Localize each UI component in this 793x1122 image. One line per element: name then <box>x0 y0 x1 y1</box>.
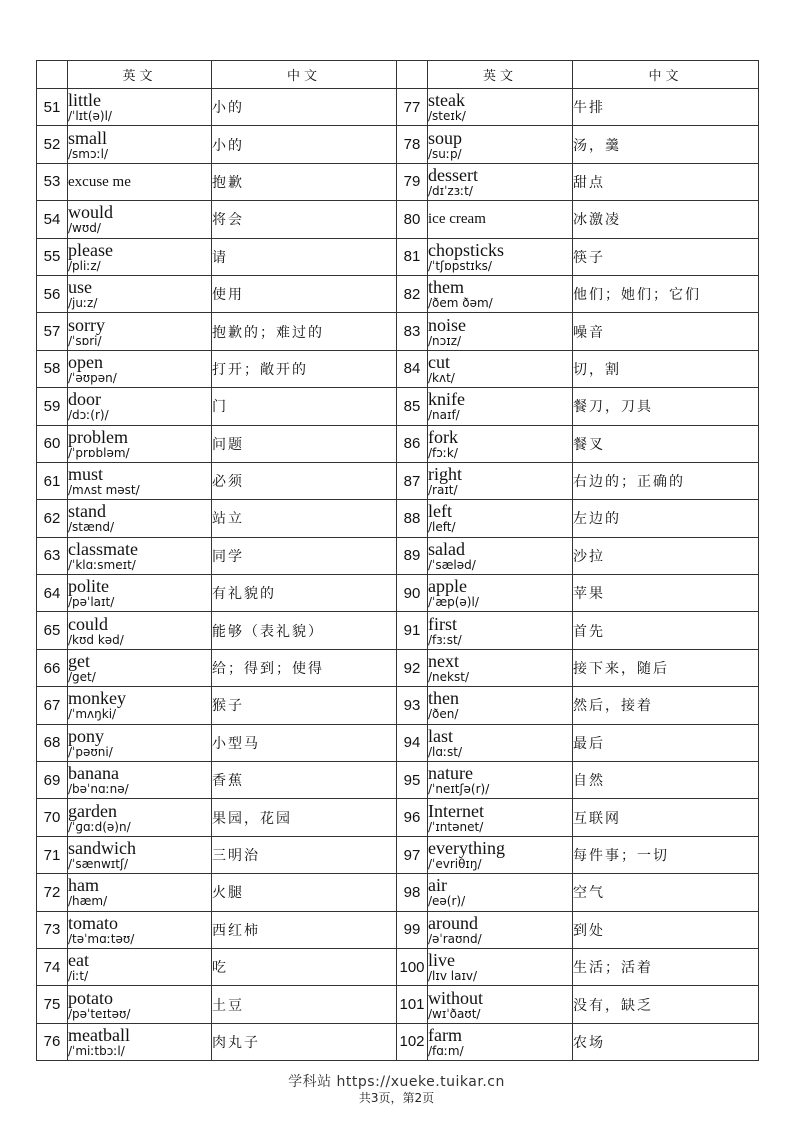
table-row <box>37 275 759 312</box>
table-row <box>37 313 759 350</box>
english-word: would <box>68 202 113 223</box>
entry-chinese: 每件事；一切 <box>573 836 759 873</box>
entry-english <box>68 388 212 425</box>
entry-number: 69 <box>37 762 68 799</box>
phonetic: /eə(r)/ <box>428 894 466 909</box>
entry-english <box>68 649 212 686</box>
english-word: first <box>428 613 457 634</box>
entry-number: 94 <box>397 724 428 761</box>
entry-english <box>68 275 212 312</box>
entry-chinese: 抱歉 <box>212 163 397 200</box>
entry-chinese: 接下来，随后 <box>573 649 759 686</box>
phonetic: /ˈmiːtbɔːl/ <box>68 1043 125 1058</box>
entry-chinese: 切，割 <box>573 350 759 387</box>
phonetic: /ˈsɒri/ <box>68 333 102 348</box>
phonetic: /wʊd/ <box>68 221 101 236</box>
english-word: little <box>68 90 101 111</box>
entry-number: 93 <box>397 687 428 724</box>
entry-english <box>68 687 212 724</box>
english-word: meatball <box>68 1024 130 1045</box>
phonetic: /fɜːst/ <box>428 632 462 647</box>
entry-number: 88 <box>397 500 428 537</box>
english-word: dessert <box>428 164 478 185</box>
entry-number: 54 <box>37 201 68 238</box>
table-row <box>37 724 759 761</box>
entry-number: 67 <box>37 687 68 724</box>
phonetic: /stænd/ <box>68 520 115 535</box>
english-word: potato <box>68 987 113 1008</box>
phonetic: /juːz/ <box>68 296 98 311</box>
entry-english <box>428 986 573 1023</box>
english-word: polite <box>68 576 109 597</box>
entry-chinese: 问题 <box>212 425 397 462</box>
entry-english <box>428 89 573 126</box>
entry-chinese: 沙拉 <box>573 537 759 574</box>
entry-number: 90 <box>397 575 428 612</box>
phonetic: /ˈevriθɪŋ/ <box>428 857 482 871</box>
entry-number: 51 <box>37 89 68 126</box>
entry-chinese: 最后 <box>573 724 759 761</box>
header-number <box>37 61 68 89</box>
header-chinese: 中文 <box>573 61 759 89</box>
english-word: next <box>428 651 459 672</box>
phonetic: /pliːz/ <box>68 258 101 273</box>
phonetic: /iːt/ <box>68 969 89 984</box>
entry-chinese: 生活；活着 <box>573 948 759 985</box>
table-row <box>37 425 759 462</box>
entry-number: 64 <box>37 575 68 612</box>
entry-english <box>68 911 212 948</box>
entry-english <box>428 425 573 462</box>
entry-chinese: 火腿 <box>212 874 397 911</box>
phonetic: /nɔɪz/ <box>428 333 462 348</box>
entry-number: 84 <box>397 350 428 387</box>
english-word: them <box>428 277 464 298</box>
entry-chinese: 冰激凌 <box>573 201 759 238</box>
entry-number: 89 <box>397 537 428 574</box>
phonetic: /ˈmʌŋki/ <box>68 707 117 722</box>
entry-chinese: 空气 <box>573 874 759 911</box>
vocabulary-table <box>36 60 759 1061</box>
english-word: banana <box>68 763 119 784</box>
english-word: tomato <box>68 912 118 933</box>
phonetic: /ˈlɪt(ə)l/ <box>68 109 112 124</box>
entry-number: 71 <box>37 836 68 873</box>
english-word: open <box>68 351 103 372</box>
english-word: ice cream <box>428 211 486 228</box>
english-word: apple <box>428 576 467 597</box>
entry-number: 95 <box>397 762 428 799</box>
entry-number: 77 <box>397 89 428 126</box>
table-row <box>37 537 759 574</box>
english-word: salad <box>428 538 465 559</box>
entry-english <box>428 1023 573 1060</box>
entry-chinese: 首先 <box>573 612 759 649</box>
entry-number: 83 <box>397 313 428 350</box>
table-row <box>37 911 759 948</box>
table-row <box>37 350 759 387</box>
entry-number: 96 <box>397 799 428 836</box>
entry-english <box>428 612 573 649</box>
entry-chinese: 果园，花园 <box>212 799 397 836</box>
table-row <box>37 986 759 1023</box>
entry-chinese: 筷子 <box>573 238 759 275</box>
entry-english <box>428 836 573 873</box>
entry-chinese: 能够（表礼貌） <box>212 612 397 649</box>
phonetic: /ˈtʃɒpstɪks/ <box>428 258 492 273</box>
entry-english <box>428 724 573 761</box>
entry-english <box>68 836 212 873</box>
phonetic: /fɑːm/ <box>428 1043 464 1058</box>
entry-number: 75 <box>37 986 68 1023</box>
english-word: ham <box>68 875 99 896</box>
entry-chinese: 门 <box>212 388 397 425</box>
entry-number: 74 <box>37 948 68 985</box>
entry-english <box>428 462 573 499</box>
entry-chinese: 西红柿 <box>212 911 397 948</box>
english-word: farm <box>428 1024 462 1045</box>
english-word: sorry <box>68 314 105 335</box>
entry-chinese: 请 <box>212 238 397 275</box>
table-row <box>37 500 759 537</box>
phonetic: /lɪv laɪv/ <box>428 969 478 984</box>
table-row <box>37 687 759 724</box>
entry-english <box>68 612 212 649</box>
phonetic: /wɪˈðaʊt/ <box>428 1006 481 1021</box>
phonetic: /ˈæp(ə)l/ <box>428 595 479 610</box>
phonetic: /ˈprɒbləm/ <box>68 445 130 460</box>
entry-chinese: 肉丸子 <box>212 1023 397 1060</box>
header-english: 英文 <box>428 61 573 89</box>
entry-chinese: 小的 <box>212 89 397 126</box>
phonetic: /steɪk/ <box>428 109 466 124</box>
entry-number: 80 <box>397 201 428 238</box>
entry-chinese: 噪音 <box>573 313 759 350</box>
entry-chinese: 将会 <box>212 201 397 238</box>
entry-chinese: 苹果 <box>573 575 759 612</box>
entry-number: 53 <box>37 163 68 200</box>
entry-number: 99 <box>397 911 428 948</box>
phonetic: /ˈsæləd/ <box>428 557 476 572</box>
entry-chinese: 自然 <box>573 762 759 799</box>
entry-chinese: 左边的 <box>573 500 759 537</box>
english-word: excuse me <box>68 173 131 190</box>
english-word: noise <box>428 314 466 335</box>
entry-chinese: 甜点 <box>573 163 759 200</box>
entry-number: 76 <box>37 1023 68 1060</box>
entry-chinese: 然后，接着 <box>573 687 759 724</box>
phonetic: /suːp/ <box>428 146 462 161</box>
english-word: chopsticks <box>428 239 504 260</box>
phonetic: /ˈɡɑːd(ə)n/ <box>68 819 131 834</box>
english-word: problem <box>68 426 128 447</box>
entry-english <box>428 163 573 200</box>
phonetic: /ðem ðəm/ <box>428 296 493 311</box>
entry-number: 100 <box>397 948 428 985</box>
english-word: garden <box>68 800 117 821</box>
english-word: nature <box>428 763 473 784</box>
english-word: around <box>428 912 478 933</box>
entry-chinese: 餐刀，刀具 <box>573 388 759 425</box>
entry-english <box>428 500 573 537</box>
english-word: stand <box>68 501 106 522</box>
table-row <box>37 612 759 649</box>
english-word: monkey <box>68 688 126 709</box>
header-english: 英文 <box>68 61 212 89</box>
entry-number: 85 <box>397 388 428 425</box>
english-word: knife <box>428 389 465 410</box>
entry-chinese: 三明治 <box>212 836 397 873</box>
phonetic: /əˈraʊnd/ <box>428 931 482 946</box>
phonetic: /fɔːk/ <box>428 445 458 460</box>
table-row <box>37 874 759 911</box>
phonetic: /hæm/ <box>68 894 108 909</box>
entry-english <box>428 201 573 238</box>
entry-number: 65 <box>37 612 68 649</box>
entry-number: 82 <box>397 275 428 312</box>
entry-chinese: 站立 <box>212 500 397 537</box>
entry-english <box>68 986 212 1023</box>
entry-english <box>68 238 212 275</box>
english-word: must <box>68 464 104 485</box>
entry-chinese: 没有，缺乏 <box>573 986 759 1023</box>
entry-chinese: 猴子 <box>212 687 397 724</box>
entry-chinese: 农场 <box>573 1023 759 1060</box>
entry-english <box>428 762 573 799</box>
phonetic: /pəˈteɪtəʊ/ <box>68 1006 131 1021</box>
phonetic: /bəˈnɑːnə/ <box>68 782 129 797</box>
phonetic: /ðen/ <box>428 707 459 722</box>
entry-chinese: 他们；她们；它们 <box>573 275 759 312</box>
entry-number: 56 <box>37 275 68 312</box>
english-word: door <box>68 389 101 410</box>
phonetic: /kʌt/ <box>428 370 455 385</box>
entry-number: 98 <box>397 874 428 911</box>
entry-number: 59 <box>37 388 68 425</box>
phonetic: /left/ <box>428 520 456 535</box>
entry-number: 78 <box>397 126 428 163</box>
entry-chinese: 有礼貌的 <box>212 575 397 612</box>
phonetic: /ˈəʊpən/ <box>68 370 117 385</box>
phonetic: /pəˈlaɪt/ <box>68 595 115 610</box>
phonetic: /get/ <box>68 670 96 685</box>
entry-number: 91 <box>397 612 428 649</box>
english-word: use <box>68 277 92 298</box>
phonetic: /ˈneɪtʃə(r)/ <box>428 782 490 797</box>
english-word: Internet <box>428 800 484 821</box>
entry-number: 72 <box>37 874 68 911</box>
english-word: sandwich <box>68 838 136 858</box>
entry-number: 102 <box>397 1023 428 1060</box>
phonetic: /təˈmɑːtəʊ/ <box>68 931 135 946</box>
entry-english <box>428 575 573 612</box>
phonetic: /lɑːst/ <box>428 744 463 759</box>
table-row <box>37 649 759 686</box>
english-word: small <box>68 127 107 148</box>
phonetic: /ˈklɑːsmeɪt/ <box>68 557 136 572</box>
english-word: fork <box>428 426 458 447</box>
entry-chinese: 小型马 <box>212 724 397 761</box>
phonetic: /naɪf/ <box>428 408 460 423</box>
english-word: cut <box>428 351 450 372</box>
table-row <box>37 388 759 425</box>
entry-number: 57 <box>37 313 68 350</box>
entry-english <box>68 762 212 799</box>
entry-chinese: 打开；敞开的 <box>212 350 397 387</box>
entry-number: 61 <box>37 462 68 499</box>
entry-number: 63 <box>37 537 68 574</box>
english-word: everything <box>428 838 505 858</box>
english-word: without <box>428 987 484 1008</box>
entry-english <box>68 724 212 761</box>
entry-english <box>68 500 212 537</box>
english-word: then <box>428 688 459 709</box>
english-word: get <box>68 651 90 672</box>
english-word: classmate <box>68 538 138 559</box>
entry-number: 79 <box>397 163 428 200</box>
phonetic: /mʌst məst/ <box>68 483 140 498</box>
entry-number: 92 <box>397 649 428 686</box>
phonetic: /ˈɪntənet/ <box>428 819 484 834</box>
entry-number: 81 <box>397 238 428 275</box>
table-row <box>37 948 759 985</box>
entry-number: 87 <box>397 462 428 499</box>
table-row <box>37 799 759 836</box>
entry-english <box>68 201 212 238</box>
table-row <box>37 836 759 873</box>
entry-english <box>68 799 212 836</box>
entry-number: 101 <box>397 986 428 1023</box>
phonetic: /raɪt/ <box>428 483 458 498</box>
table-body <box>37 89 759 1061</box>
entry-english <box>428 313 573 350</box>
entry-number: 62 <box>37 500 68 537</box>
english-word: air <box>428 875 447 896</box>
phonetic: /smɔːl/ <box>68 146 108 161</box>
table-row <box>37 163 759 200</box>
entry-english <box>68 874 212 911</box>
entry-english <box>68 425 212 462</box>
english-word: right <box>428 464 462 485</box>
entry-number: 97 <box>397 836 428 873</box>
entry-number: 66 <box>37 649 68 686</box>
table-row <box>37 462 759 499</box>
table-header-row <box>37 61 759 89</box>
entry-english <box>68 948 212 985</box>
entry-number: 60 <box>37 425 68 462</box>
entry-chinese: 香蕉 <box>212 762 397 799</box>
entry-chinese: 小的 <box>212 126 397 163</box>
footer-site: 学科站 https://xueke.tuikar.cn <box>288 1074 505 1090</box>
entry-english <box>428 537 573 574</box>
entry-english <box>68 462 212 499</box>
entry-number: 52 <box>37 126 68 163</box>
entry-english <box>68 313 212 350</box>
table-row <box>37 89 759 126</box>
entry-english <box>68 126 212 163</box>
entry-number: 58 <box>37 350 68 387</box>
entry-english <box>428 388 573 425</box>
phonetic: /nekst/ <box>428 670 469 685</box>
entry-english <box>428 687 573 724</box>
entry-english <box>68 1023 212 1060</box>
entry-english <box>428 874 573 911</box>
english-word: eat <box>68 950 89 971</box>
entry-number: 86 <box>397 425 428 462</box>
entry-english <box>428 350 573 387</box>
english-word: left <box>428 501 452 522</box>
entry-number: 68 <box>37 724 68 761</box>
entry-english <box>68 350 212 387</box>
entry-chinese: 吃 <box>212 948 397 985</box>
entry-english <box>428 799 573 836</box>
phonetic: /dɔː(r)/ <box>68 408 109 423</box>
phonetic: /ˈsænwɪtʃ/ <box>68 857 129 871</box>
entry-chinese: 给；得到；使得 <box>212 649 397 686</box>
entry-english <box>428 275 573 312</box>
table-row <box>37 1023 759 1060</box>
entry-chinese: 到处 <box>573 911 759 948</box>
english-word: live <box>428 950 455 971</box>
table-row <box>37 238 759 275</box>
entry-chinese: 使用 <box>212 275 397 312</box>
english-word: soup <box>428 127 463 148</box>
entry-number: 70 <box>37 799 68 836</box>
footer-page-number: 共3页，第2页 <box>358 1091 435 1105</box>
entry-english <box>428 649 573 686</box>
entry-number: 73 <box>37 911 68 948</box>
entry-english <box>68 163 212 200</box>
entry-english <box>68 575 212 612</box>
phonetic: /ˈpəʊni/ <box>68 744 113 759</box>
header-chinese: 中文 <box>212 61 397 89</box>
english-word: steak <box>428 90 465 111</box>
entry-english <box>428 911 573 948</box>
entry-chinese: 牛排 <box>573 89 759 126</box>
table-row <box>37 126 759 163</box>
entry-chinese: 汤，羹 <box>573 126 759 163</box>
entry-chinese: 餐叉 <box>573 425 759 462</box>
entry-chinese: 必须 <box>212 462 397 499</box>
table-row <box>37 575 759 612</box>
phonetic: /kʊd kəd/ <box>68 632 124 647</box>
entry-chinese: 土豆 <box>212 986 397 1023</box>
table-row <box>37 762 759 799</box>
english-word: pony <box>68 725 104 746</box>
entry-english <box>428 238 573 275</box>
entry-chinese: 抱歉的；难过的 <box>212 313 397 350</box>
english-word: last <box>428 725 453 746</box>
entry-english <box>68 537 212 574</box>
table-row <box>37 201 759 238</box>
entry-chinese: 同学 <box>212 537 397 574</box>
english-word: please <box>68 239 113 260</box>
entry-chinese: 右边的；正确的 <box>573 462 759 499</box>
entry-english <box>428 126 573 163</box>
entry-chinese: 互联网 <box>573 799 759 836</box>
entry-english <box>428 948 573 985</box>
english-word: could <box>68 613 108 634</box>
entry-english <box>68 89 212 126</box>
entry-number: 55 <box>37 238 68 275</box>
header-number <box>397 61 428 89</box>
phonetic: /dɪˈzɜːt/ <box>428 183 473 198</box>
